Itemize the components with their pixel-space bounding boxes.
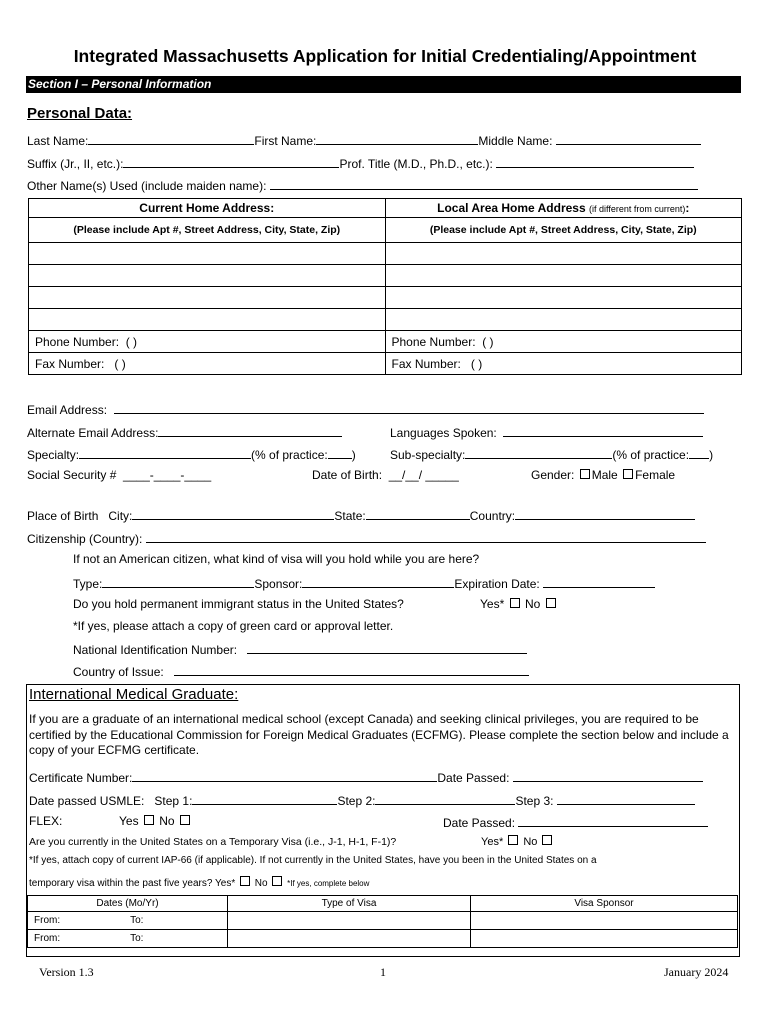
country-issue-row: Country of Issue: bbox=[73, 663, 529, 679]
sponsor-cell[interactable] bbox=[471, 930, 738, 948]
first-name-label: First Name: bbox=[254, 134, 317, 148]
temp-visa-choices: Yes* No bbox=[481, 835, 554, 848]
img-paragraph: If you are a graduate of an international medical school (except Canada) and seeking clinical privileges, you are required to be certified by the Educational Commission for Foreign Medical Graduates (ECFMG). Please complete the section below and include a copy of your ECFMG certificate. bbox=[29, 712, 729, 757]
type-cell[interactable] bbox=[228, 930, 471, 948]
country-issue-field[interactable] bbox=[174, 663, 529, 676]
table-row bbox=[28, 930, 738, 948]
perm-yes-checkbox[interactable] bbox=[510, 598, 520, 608]
iap66-note: *If yes, attach copy of current IAP-66 (if applicable). If not currently in the United States, have you been in the United States on a bbox=[29, 855, 597, 866]
current-address-header: Current Home Address: bbox=[29, 199, 386, 218]
birth-country-field[interactable] bbox=[515, 507, 695, 520]
local-address-line[interactable] bbox=[385, 243, 742, 265]
ssn-row bbox=[27, 468, 211, 482]
perm-status-row: Do you hold permanent immigrant status in the United States? bbox=[73, 597, 404, 611]
page-title: Integrated Massachusetts Application for Initial Credentialing/Appointment bbox=[73, 46, 697, 66]
local-address-line[interactable] bbox=[385, 309, 742, 331]
local-address-note: (Please include Apt #, Street Address, City, State, Zip) bbox=[385, 218, 742, 243]
languages-row bbox=[390, 424, 703, 440]
flex-date-row: Date Passed: bbox=[443, 814, 708, 830]
footer-version: Version 1.3 bbox=[39, 965, 94, 979]
visa-history-table bbox=[27, 895, 738, 948]
current-address-line[interactable] bbox=[29, 243, 386, 265]
email-label: Email Address: bbox=[27, 403, 108, 417]
last-name-row bbox=[27, 132, 701, 148]
visa-type-row: Type: Sponsor: Expiration Date: bbox=[73, 575, 655, 591]
current-address-line[interactable] bbox=[29, 265, 386, 287]
perm-status-choices: Yes* No bbox=[480, 597, 558, 611]
section-header: Section I – Personal Information bbox=[26, 76, 741, 93]
personal-data-heading: Personal Data: bbox=[27, 105, 133, 122]
middle-name-field[interactable] bbox=[556, 132, 701, 145]
citizenship-label: Citizenship (Country): bbox=[27, 532, 143, 546]
prof-title-label: Prof. Title (M.D., Ph.D., etc.): bbox=[339, 157, 493, 171]
address-table bbox=[28, 198, 742, 375]
other-names-field[interactable] bbox=[270, 177, 698, 190]
temp-five-years-row: temporary visa within the past five years? Yes* No *If yes, complete below bbox=[29, 878, 370, 889]
dob-label: Date of Birth: bbox=[312, 468, 383, 482]
last-name-field[interactable] bbox=[88, 132, 254, 145]
current-fax-cell[interactable]: Fax Number: ( ) bbox=[29, 353, 386, 375]
sponsor-cell[interactable] bbox=[471, 912, 738, 930]
suffix-field[interactable] bbox=[123, 155, 339, 168]
subspecialty-pct-field[interactable] bbox=[689, 446, 709, 459]
specialty-pct-field[interactable] bbox=[328, 446, 352, 459]
suffix-row bbox=[27, 155, 694, 171]
last-name-label: Last Name: bbox=[27, 134, 89, 148]
local-fax-cell[interactable]: Fax Number: ( ) bbox=[385, 353, 742, 375]
type-cell[interactable] bbox=[228, 912, 471, 930]
subspecialty-label: Sub-specialty: bbox=[390, 448, 466, 462]
alt-email-label: Alternate Email Address: bbox=[27, 426, 159, 440]
usmle-step2-field[interactable] bbox=[375, 792, 515, 805]
five-years-yes-checkbox[interactable] bbox=[240, 876, 250, 886]
visa-question: If not an American citizen, what kind of visa will you hold while you are here? bbox=[73, 552, 480, 566]
national-id-row: National Identification Number: bbox=[73, 641, 527, 657]
col-sponsor-header: Visa Sponsor bbox=[471, 896, 738, 912]
visa-expiration-field[interactable] bbox=[543, 575, 655, 588]
cert-date-field[interactable] bbox=[513, 769, 703, 782]
cert-number-row: Certificate Number: Date Passed: bbox=[29, 769, 703, 785]
first-name-field[interactable] bbox=[316, 132, 478, 145]
languages-label: Languages Spoken: bbox=[390, 426, 497, 440]
col-dates-header: Dates (Mo/Yr) bbox=[28, 896, 228, 912]
birth-city-field[interactable] bbox=[132, 507, 334, 520]
temp-visa-yes-checkbox[interactable] bbox=[508, 835, 518, 845]
footer-date: January 2024 bbox=[664, 965, 729, 979]
cert-number-field[interactable] bbox=[132, 769, 437, 782]
flex-no-checkbox[interactable] bbox=[180, 815, 190, 825]
green-card-note: *If yes, please attach a copy of green card or approval letter. bbox=[73, 619, 394, 633]
flex-row: FLEX: bbox=[29, 814, 63, 828]
usmle-step3-field[interactable] bbox=[557, 792, 695, 805]
img-heading: International Medical Graduate: bbox=[29, 686, 239, 703]
middle-name-label: Middle Name: bbox=[478, 134, 553, 148]
other-names-label: Other Name(s) Used (include maiden name): bbox=[27, 179, 267, 193]
alt-email-field[interactable] bbox=[158, 424, 342, 437]
alt-email-row bbox=[27, 424, 342, 440]
five-years-no-checkbox[interactable] bbox=[272, 876, 282, 886]
email-field[interactable] bbox=[114, 401, 704, 414]
place-of-birth-label: Place of Birth bbox=[27, 509, 99, 523]
footer-page-number: 1 bbox=[380, 965, 386, 979]
dates-cell[interactable]: From: To: bbox=[28, 912, 228, 930]
languages-field[interactable] bbox=[503, 424, 703, 437]
current-address-note: (Please include Apt #, Street Address, City, State, Zip) bbox=[29, 218, 386, 243]
citizenship-field[interactable] bbox=[146, 530, 706, 543]
national-id-field[interactable] bbox=[247, 641, 527, 654]
female-checkbox[interactable] bbox=[623, 469, 633, 479]
gender-label: Gender: bbox=[531, 468, 575, 482]
temp-visa-question: Are you currently in the United States on a Temporary Visa (i.e., J-1, H-1, F-1)? bbox=[29, 836, 397, 848]
col-type-header: Type of Visa bbox=[228, 896, 471, 912]
visa-sponsor-field[interactable] bbox=[302, 575, 454, 588]
current-address-line[interactable] bbox=[29, 309, 386, 331]
specialty-row: Specialty: (% of practice: ) bbox=[27, 448, 356, 462]
place-of-birth-row: Place of Birth City: State: Country: bbox=[27, 507, 695, 523]
dob-row bbox=[312, 468, 459, 482]
local-address-line[interactable] bbox=[385, 287, 742, 309]
dates-cell[interactable]: From: To: bbox=[28, 930, 228, 948]
suffix-label: Suffix (Jr., II, etc.): bbox=[27, 157, 124, 171]
current-phone-cell[interactable]: Phone Number: ( ) bbox=[29, 331, 386, 353]
prof-title-field[interactable] bbox=[496, 155, 694, 168]
birth-state-field[interactable] bbox=[366, 507, 470, 520]
usmle-row: Date passed USMLE: Step 1: Step 2: Step 3: bbox=[29, 792, 695, 808]
dob-field[interactable]: __/__/ _____ bbox=[388, 468, 459, 482]
usmle-step1-field[interactable] bbox=[192, 792, 337, 805]
citizenship-row bbox=[27, 530, 706, 546]
subspecialty-row: Sub-specialty: (% of practice: ) bbox=[390, 448, 714, 462]
ssn-field[interactable]: ____-____-____ bbox=[123, 468, 212, 482]
flex-yes-checkbox[interactable] bbox=[144, 815, 154, 825]
gender-row: Gender: Male Female bbox=[531, 468, 676, 482]
other-names-row bbox=[27, 177, 698, 193]
local-phone-cell[interactable]: Phone Number: ( ) bbox=[385, 331, 742, 353]
specialty-field[interactable] bbox=[79, 446, 251, 459]
specialty-label: Specialty: bbox=[27, 448, 80, 462]
ssn-label: Social Security # bbox=[27, 468, 117, 482]
visa-type-field[interactable] bbox=[102, 575, 254, 588]
male-checkbox[interactable] bbox=[580, 469, 590, 479]
perm-no-checkbox[interactable] bbox=[546, 598, 556, 608]
table-row bbox=[28, 912, 738, 930]
flex-choices: Yes No bbox=[119, 814, 192, 828]
subspecialty-field[interactable] bbox=[465, 446, 612, 459]
flex-date-field[interactable] bbox=[518, 814, 708, 827]
current-address-line[interactable] bbox=[29, 287, 386, 309]
temp-visa-no-checkbox[interactable] bbox=[542, 835, 552, 845]
email-row bbox=[27, 401, 704, 417]
local-address-line[interactable] bbox=[385, 265, 742, 287]
local-address-header: Local Area Home Address (if different from current): bbox=[385, 199, 742, 218]
